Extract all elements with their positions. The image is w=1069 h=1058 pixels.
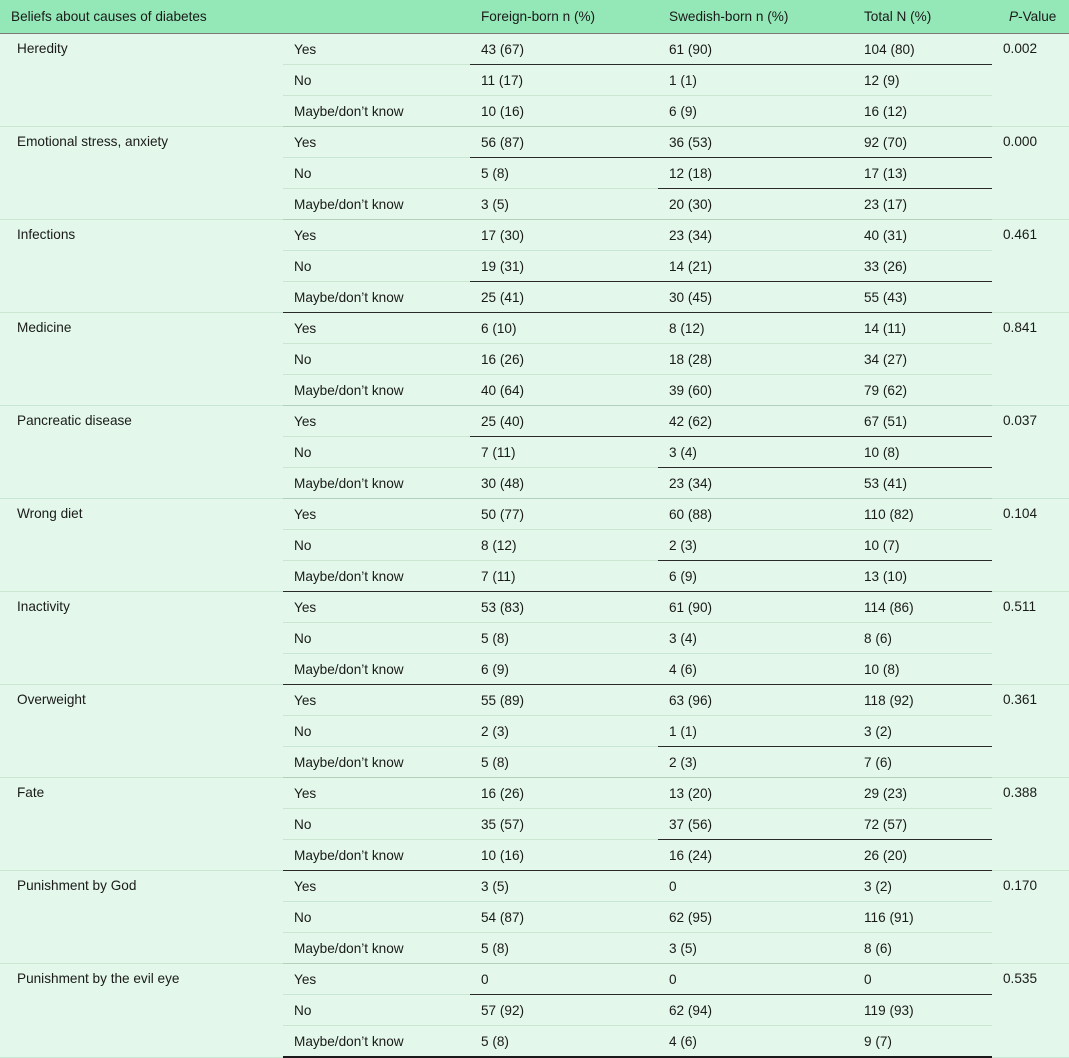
header-foreign-born: Foreign-born n (%) [470,0,658,34]
foreign-cell: 54 (87) [470,902,658,933]
foreign-cell: 19 (31) [470,251,658,282]
swedish-cell: 12 (18) [658,158,853,189]
foreign-cell: 10 (16) [470,96,658,127]
table-body [0,34,1069,1058]
total-cell: 7 (6) [853,747,992,778]
response-cell: Maybe/don’t know [283,1026,470,1058]
response-cell: Yes [283,592,470,623]
header-row [0,0,1069,34]
swedish-cell: 42 (62) [658,406,853,437]
total-cell: 104 (80) [853,34,992,65]
total-cell: 17 (13) [853,158,992,189]
response-cell: Maybe/don’t know [283,840,470,871]
foreign-cell: 25 (41) [470,282,658,313]
response-cell: Maybe/don’t know [283,933,470,964]
p-value-cell: 0.104 [992,499,1069,592]
response-cell: Maybe/don’t know [283,189,470,220]
total-cell: 12 (9) [853,65,992,96]
belief-label: Punishment by God [0,871,283,964]
swedish-cell: 2 (3) [658,747,853,778]
response-cell: Yes [283,313,470,344]
foreign-cell: 0 [470,964,658,995]
swedish-cell: 39 (60) [658,375,853,406]
total-cell: 40 (31) [853,220,992,251]
p-value-cell: 0.361 [992,685,1069,778]
belief-label: Infections [0,220,283,313]
response-cell: No [283,530,470,561]
total-cell: 8 (6) [853,933,992,964]
foreign-cell: 56 (87) [470,127,658,158]
swedish-cell: 61 (90) [658,592,853,623]
foreign-cell: 55 (89) [470,685,658,716]
foreign-cell: 3 (5) [470,871,658,902]
response-cell: No [283,158,470,189]
total-cell: 26 (20) [853,840,992,871]
swedish-cell: 1 (1) [658,716,853,747]
swedish-cell: 16 (24) [658,840,853,871]
foreign-cell: 5 (8) [470,623,658,654]
total-cell: 119 (93) [853,995,992,1026]
foreign-cell: 11 (17) [470,65,658,96]
p-value-cell: 0.170 [992,871,1069,964]
table-row [0,685,1069,716]
table-row [0,127,1069,158]
swedish-cell: 23 (34) [658,468,853,499]
foreign-cell: 57 (92) [470,995,658,1026]
foreign-cell: 35 (57) [470,809,658,840]
header-p-value [992,0,1069,34]
foreign-cell: 7 (11) [470,561,658,592]
swedish-cell: 13 (20) [658,778,853,809]
swedish-cell: 3 (4) [658,623,853,654]
response-cell: No [283,623,470,654]
response-cell: No [283,344,470,375]
response-cell: No [283,65,470,96]
swedish-cell: 14 (21) [658,251,853,282]
total-cell: 9 (7) [853,1026,992,1058]
foreign-cell: 3 (5) [470,189,658,220]
belief-label: Fate [0,778,283,871]
total-cell: 110 (82) [853,499,992,530]
table-row [0,34,1069,65]
response-cell: No [283,809,470,840]
total-cell: 13 (10) [853,561,992,592]
belief-label: Punishment by the evil eye [0,964,283,1058]
p-value-cell: 0.000 [992,127,1069,220]
swedish-cell: 30 (45) [658,282,853,313]
response-cell: No [283,437,470,468]
belief-label: Heredity [0,34,283,127]
total-cell: 3 (2) [853,871,992,902]
response-cell: Maybe/don’t know [283,747,470,778]
response-cell: No [283,902,470,933]
belief-label: Pancreatic disease [0,406,283,499]
swedish-cell: 36 (53) [658,127,853,158]
response-cell: Yes [283,964,470,995]
response-cell: Yes [283,685,470,716]
response-cell: Maybe/don’t know [283,375,470,406]
p-italic: P [1009,9,1019,24]
p-value-cell: 0.002 [992,34,1069,127]
table-row [0,778,1069,809]
swedish-cell: 8 (12) [658,313,853,344]
total-cell: 10 (7) [853,530,992,561]
foreign-cell: 10 (16) [470,840,658,871]
header-belief: Beliefs about causes of diabetes [0,0,283,34]
total-cell: 0 [853,964,992,995]
swedish-cell: 60 (88) [658,499,853,530]
table-header [0,0,1069,34]
total-cell: 34 (27) [853,344,992,375]
foreign-cell: 5 (8) [470,747,658,778]
swedish-cell: 4 (6) [658,654,853,685]
swedish-cell: 6 (9) [658,561,853,592]
foreign-cell: 40 (64) [470,375,658,406]
foreign-cell: 50 (77) [470,499,658,530]
belief-label: Overweight [0,685,283,778]
p-value-cell: 0.037 [992,406,1069,499]
swedish-cell: 23 (34) [658,220,853,251]
p-value-cell: 0.535 [992,964,1069,1058]
foreign-cell: 2 (3) [470,716,658,747]
swedish-cell: 18 (28) [658,344,853,375]
table-row [0,313,1069,344]
foreign-cell: 16 (26) [470,778,658,809]
response-cell: Yes [283,406,470,437]
response-cell: Yes [283,871,470,902]
total-cell: 10 (8) [853,654,992,685]
response-cell: No [283,716,470,747]
swedish-cell: 62 (94) [658,995,853,1026]
table-row [0,871,1069,902]
total-cell: 33 (26) [853,251,992,282]
header-swedish-born: Swedish-born n (%) [658,0,853,34]
foreign-cell: 5 (8) [470,1026,658,1058]
total-cell: 3 (2) [853,716,992,747]
p-value-cell: 0.511 [992,592,1069,685]
swedish-cell: 6 (9) [658,96,853,127]
total-cell: 72 (57) [853,809,992,840]
swedish-cell: 63 (96) [658,685,853,716]
total-cell: 67 (51) [853,406,992,437]
total-cell: 116 (91) [853,902,992,933]
response-cell: Maybe/don’t know [283,654,470,685]
p-value-cell: 0.388 [992,778,1069,871]
table-row [0,964,1069,995]
swedish-cell: 4 (6) [658,1026,853,1058]
total-cell: 8 (6) [853,623,992,654]
total-cell: 23 (17) [853,189,992,220]
table-row [0,220,1069,251]
header-response [283,0,470,34]
swedish-cell: 20 (30) [658,189,853,220]
total-cell: 14 (11) [853,313,992,344]
foreign-cell: 5 (8) [470,933,658,964]
swedish-cell: 0 [658,964,853,995]
response-cell: Maybe/don’t know [283,561,470,592]
total-cell: 92 (70) [853,127,992,158]
total-cell: 79 (62) [853,375,992,406]
foreign-cell: 53 (83) [470,592,658,623]
table-row [0,499,1069,530]
total-cell: 29 (23) [853,778,992,809]
foreign-cell: 8 (12) [470,530,658,561]
foreign-cell: 7 (11) [470,437,658,468]
table-row [0,406,1069,437]
p-value-cell: 0.841 [992,313,1069,406]
p-rest: -Value [1018,9,1057,24]
response-cell: No [283,995,470,1026]
foreign-cell: 17 (30) [470,220,658,251]
header-total: Total N (%) [853,0,992,34]
foreign-cell: 6 (9) [470,654,658,685]
table-row [0,592,1069,623]
response-cell: Maybe/don’t know [283,96,470,127]
belief-label: Emotional stress, anxiety [0,127,283,220]
response-cell: Yes [283,499,470,530]
response-cell: Maybe/don’t know [283,468,470,499]
response-cell: Yes [283,220,470,251]
swedish-cell: 0 [658,871,853,902]
response-cell: Yes [283,34,470,65]
total-cell: 10 (8) [853,437,992,468]
swedish-cell: 2 (3) [658,530,853,561]
swedish-cell: 37 (56) [658,809,853,840]
swedish-cell: 61 (90) [658,34,853,65]
foreign-cell: 43 (67) [470,34,658,65]
response-cell: Maybe/don’t know [283,282,470,313]
foreign-cell: 25 (40) [470,406,658,437]
foreign-cell: 16 (26) [470,344,658,375]
belief-label: Wrong diet [0,499,283,592]
foreign-cell: 5 (8) [470,158,658,189]
response-cell: Yes [283,127,470,158]
swedish-cell: 3 (5) [658,933,853,964]
total-cell: 16 (12) [853,96,992,127]
foreign-cell: 6 (10) [470,313,658,344]
swedish-cell: 3 (4) [658,437,853,468]
belief-label: Medicine [0,313,283,406]
response-cell: No [283,251,470,282]
p-value-cell: 0.461 [992,220,1069,313]
response-cell: Yes [283,778,470,809]
total-cell: 118 (92) [853,685,992,716]
swedish-cell: 62 (95) [658,902,853,933]
swedish-cell: 1 (1) [658,65,853,96]
foreign-cell: 30 (48) [470,468,658,499]
total-cell: 114 (86) [853,592,992,623]
total-cell: 53 (41) [853,468,992,499]
belief-label: Inactivity [0,592,283,685]
total-cell: 55 (43) [853,282,992,313]
